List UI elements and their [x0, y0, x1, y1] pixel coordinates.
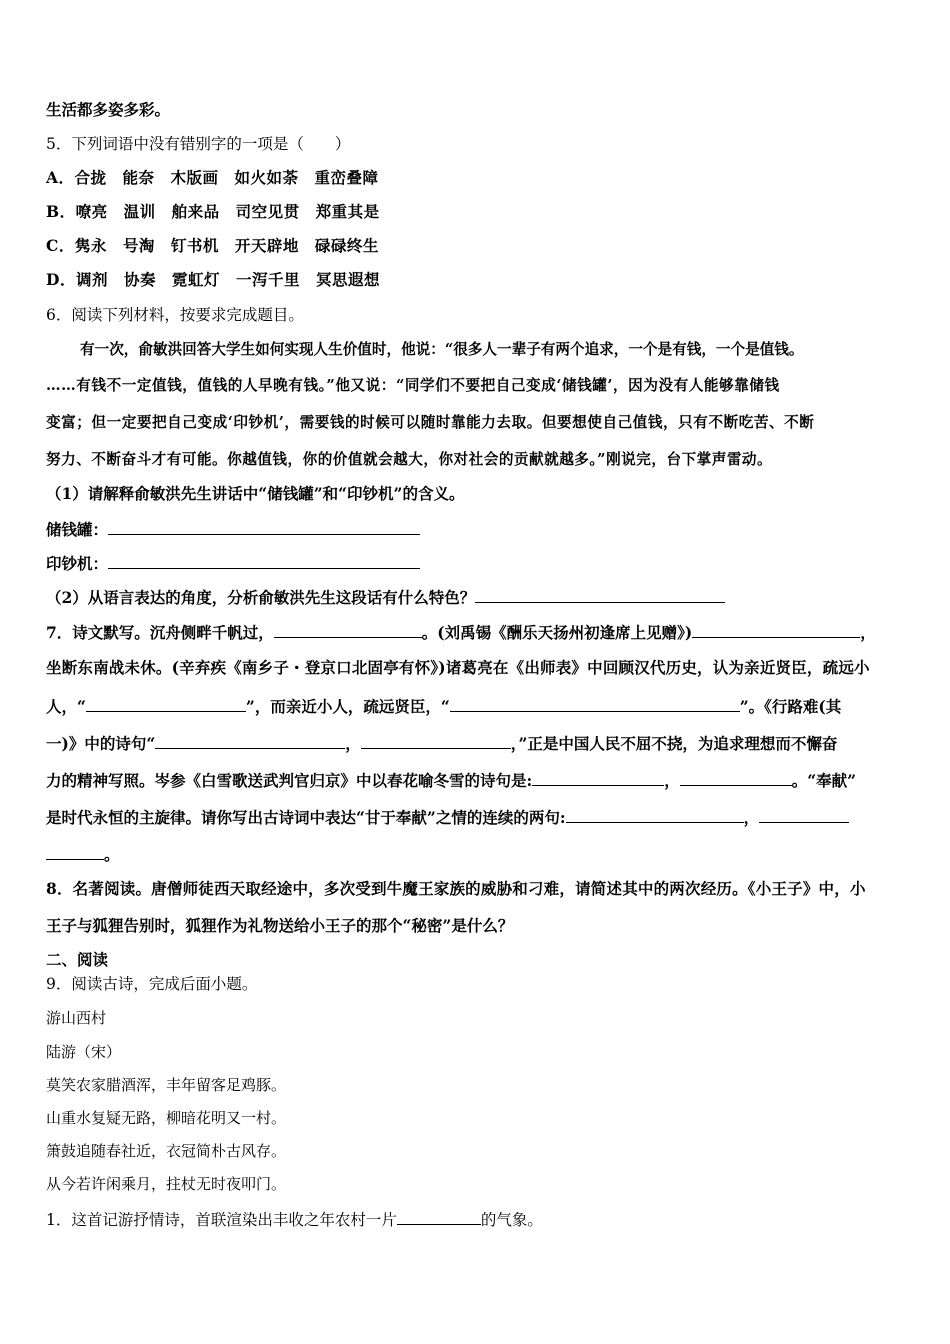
q7-line-2: 坐断东南战未休。(辛弃疾《南乡子・登京口北固亭有怀》)诸葛亮在《出师表》中回顾汉代历史，认为亲近贤臣，疏远小: [46, 658, 870, 677]
q5-option-d: D．调剂 协奏 霓虹灯 一泻千里 冥思遐想: [46, 270, 380, 289]
answer-blank[interactable]: [46, 843, 104, 860]
q6-passage-line-1: 有一次，俞敏洪回答大学生如何实现人生价值时，他说：“很多人一辈子有两个追求，一个是有钱，一个是值钱。: [80, 341, 804, 358]
answer-blank[interactable]: [692, 621, 860, 638]
q9-sub1-text: 的气象。: [480, 1211, 543, 1229]
q7-line-4: [46, 732, 837, 754]
answer-blank[interactable]: [397, 1208, 481, 1225]
q7-text: 人，“: [46, 697, 86, 716]
answer-blank[interactable]: [532, 769, 664, 786]
q7-text: 。“奉献”: [791, 771, 857, 790]
answer-blank[interactable]: [566, 806, 744, 823]
q7-text: 。: [104, 845, 120, 864]
answer-blank[interactable]: [361, 732, 511, 749]
poem-line-4: 从今若许闲乘月，拄杖无时夜叩门。: [46, 1175, 287, 1193]
q7-text: 。(刘禹锡《酬乐天扬州初逢席上见赠》): [421, 623, 693, 642]
q6-label-yinchaoji: 印钞机：: [46, 554, 109, 573]
q6-answer-line-1: [46, 518, 420, 540]
q6-stem: 6．阅读下列材料，按要求完成题目。: [46, 306, 304, 324]
q7-line-3: [46, 695, 841, 717]
q7-line-6: [46, 806, 849, 828]
q6-sub2-line: [46, 586, 725, 608]
q7-text: 7．诗文默写。沉舟侧畔千帆过，: [46, 623, 274, 642]
answer-blank[interactable]: [759, 806, 849, 823]
q8-line-2: 王子与狐狸告别时，狐狸作为礼物送给小王子的那个“秘密”是什么？: [46, 916, 514, 935]
answer-blank[interactable]: [274, 621, 422, 638]
q6-sub2: （2）从语言表达的角度，分析俞敏洪先生这段话有什么特色？: [46, 588, 476, 607]
answer-blank[interactable]: [108, 518, 420, 535]
q7-text: ”，而亲近小人，疏远贤臣，“: [245, 697, 450, 716]
q5-option-a: A．合拢 能奈 木版画 如火如荼 重峦叠障: [46, 168, 379, 187]
q7-text: ，: [860, 623, 876, 642]
answer-blank[interactable]: [450, 695, 740, 712]
q7-text: 力的精神写照。岑参《白雪歌送武判官归京》中以春花喻冬雪的诗句是:: [46, 771, 533, 790]
q6-passage-line-2: ……有钱不一定值钱，值钱的人早晚有钱。”他又说：“同学们不要把自己变成‘储钱罐’，因为没有人能够靠储钱: [46, 377, 780, 394]
q9-sub1-text: 1．这首记游抒情诗，首联渲染出丰收之年农村一片: [46, 1211, 397, 1229]
section-heading: 二、阅读: [46, 950, 109, 969]
q7-text: 一)》中的诗句“: [46, 734, 156, 753]
q5-option-b: B．嘹亮 温训 舶来品 司空见贯 郑重其是: [46, 202, 380, 221]
q6-answer-line-2: [46, 552, 420, 574]
q7-text: ，: [743, 808, 760, 827]
q6-label-chuqianguan: 储钱罐：: [46, 520, 109, 539]
q7-text: ，: [664, 771, 680, 790]
q7-text: 是时代永恒的主旋律。请你写出古诗词中表达“甘于奉献”之情的连续的两句:: [46, 808, 566, 827]
q7-line-7: [46, 843, 120, 865]
poem-line-3: 箫鼓追随春社近，衣冠简朴古风存。: [46, 1142, 287, 1160]
q7-text: ，”正是中国人民不屈不挠，为追求理想而不懈奋: [510, 734, 838, 753]
q5-stem: 5．下列词语中没有错别字的一项是（ ）: [46, 135, 351, 153]
answer-blank[interactable]: [680, 769, 792, 786]
answer-blank[interactable]: [155, 732, 345, 749]
q7-line-1: [46, 621, 876, 643]
q7-text: ，: [345, 734, 361, 753]
q6-passage-line-4: 努力、不断奋斗才有可能。你越值钱，你的价值就会越大，你对社会的贡献就越多。”刚说完，台下掌声雷动。: [46, 451, 773, 468]
answer-blank[interactable]: [86, 695, 246, 712]
poem-line-2: 山重水复疑无路，柳暗花明又一村。: [46, 1109, 287, 1127]
q7-text: ”。《行路难(其: [739, 697, 842, 716]
intro-text: 生活都多姿多彩。: [46, 100, 171, 119]
q8-line-1: 8．名著阅读。唐僧师徒西天取经途中，多次受到牛魔王家族的威胁和刁难，请简述其中的两次经历。《小王子》中，小: [46, 879, 866, 898]
poem-author: 陆游（宋）: [46, 1043, 122, 1061]
q7-line-5: [46, 769, 856, 791]
q5-option-c: C．隽永 号淘 钉书机 开天辟地 碌碌终生: [46, 236, 379, 255]
q9-stem: 9．阅读古诗，完成后面小题。: [46, 975, 258, 993]
poem-line-1: 莫笑农家腊酒浑，丰年留客足鸡豚。: [46, 1076, 287, 1094]
q6-sub1: （1）请解释俞敏洪先生讲话中“储钱罐”和“印钞机”的含义。: [46, 484, 465, 503]
poem-title: 游山西村: [46, 1009, 107, 1027]
q6-passage-line-3: 变富；但一定要把自己变成‘印钞机’，需要钱的时候可以随时靠能力去取。但要想使自己值钱，只有不断吃苦、不断: [46, 414, 815, 431]
q9-sub1-line: [46, 1208, 543, 1230]
answer-blank[interactable]: [475, 586, 725, 603]
answer-blank[interactable]: [108, 552, 420, 569]
